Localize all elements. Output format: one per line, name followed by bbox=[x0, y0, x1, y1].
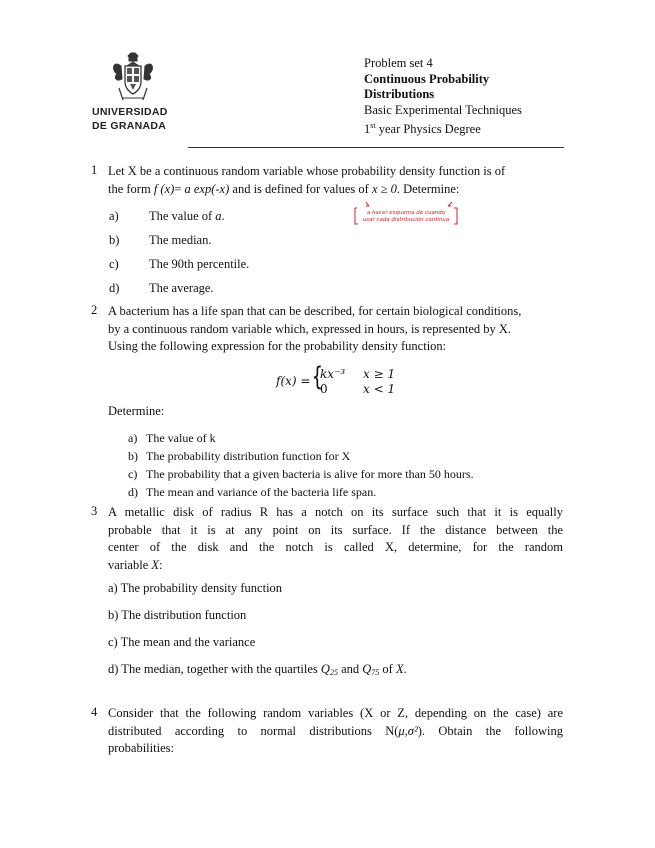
item-label: c) bbox=[109, 257, 119, 271]
item-label: d) bbox=[128, 485, 138, 499]
problem-3-text bbox=[108, 504, 563, 574]
title-line-2: Distributions bbox=[364, 87, 435, 101]
p1-l2-c: . Determine: bbox=[396, 181, 460, 196]
p3-dot: . bbox=[403, 662, 407, 676]
item-text: The value of k bbox=[146, 431, 216, 445]
p3-of: of bbox=[379, 662, 396, 676]
problem-3-line-2: probable that it is at any point on its surface. If the distance between the bbox=[108, 522, 563, 537]
university-logo bbox=[92, 52, 174, 132]
problem-set-label: Problem set 4 bbox=[364, 56, 433, 70]
item-text: The probability that a given bacteria is alive for more than 50 hours. bbox=[146, 467, 474, 481]
item-text-main: The value of bbox=[149, 209, 216, 223]
p1-l2-expr: a exp(-x) bbox=[184, 181, 230, 196]
list-item: c) The mean and the variance bbox=[108, 635, 256, 649]
item-label: c) bbox=[128, 467, 138, 481]
p3-q25-sub: 25 bbox=[329, 668, 338, 677]
p3-q75-sub: 75 bbox=[371, 668, 380, 677]
degree-sup: st bbox=[370, 121, 376, 130]
problem-1-line-2 bbox=[108, 181, 568, 199]
item-text bbox=[149, 209, 225, 224]
formula-brace: { bbox=[311, 362, 324, 392]
p3-l4-b: X bbox=[151, 557, 160, 572]
degree-name bbox=[364, 118, 522, 138]
formula-case-1: kx⁻³ bbox=[320, 367, 346, 381]
item-text-emph: a bbox=[215, 209, 222, 223]
header-info bbox=[364, 56, 522, 138]
problem-4-line-2 bbox=[108, 723, 563, 741]
p3-q25-q: Q bbox=[320, 662, 330, 676]
problem-2-number: 2 bbox=[91, 303, 98, 317]
problem-2-line-2: by a continuous random variable which, expressed in hours, is represented by X. bbox=[108, 321, 512, 336]
p3-l4-a: variable bbox=[108, 557, 152, 572]
problem-4-number: 4 bbox=[91, 705, 98, 719]
item-text: The mean and variance of the bacteria life span. bbox=[146, 485, 377, 499]
problem-2-line-3: Using the following expression for the probability density function: bbox=[108, 339, 447, 353]
determine-label: Determine: bbox=[108, 404, 165, 418]
list-item bbox=[108, 661, 407, 682]
formula-cond-2: x < 1 bbox=[363, 382, 396, 396]
problem-3-line-1: A metallic disk of radius R has a notch on its surface such that it is equally bbox=[108, 505, 563, 519]
formula-case-2: 0 bbox=[320, 382, 328, 396]
logo-text-line2: DE GRANADA bbox=[92, 120, 167, 132]
degree-prefix: 1 bbox=[364, 122, 371, 137]
p1-l2-b: and is defined for values of bbox=[229, 181, 372, 196]
p3-and: and bbox=[337, 662, 363, 676]
handwritten-annotation bbox=[352, 200, 460, 228]
problem-3-line-4 bbox=[108, 557, 563, 575]
p4-l2-a: distributed according to normal distributions N( bbox=[108, 723, 399, 738]
problem-3-line-3: center of the disk and the notch is called X, determine, for the random bbox=[108, 540, 563, 554]
p1-l2-a: the form bbox=[108, 181, 154, 196]
p3-d-a: d) The median, together with the quartiles bbox=[108, 662, 321, 676]
problem-4-line-1: Consider that the following random variables (X or Z, depending on the case) are bbox=[108, 706, 563, 720]
problem-1-number: 1 bbox=[91, 163, 98, 177]
list-item: b) The distribution function bbox=[108, 608, 247, 622]
degree-rest: year Physics Degree bbox=[375, 122, 481, 137]
p1-l2-cond: x ≥ 0 bbox=[371, 181, 397, 196]
header-divider bbox=[188, 147, 564, 148]
course-name: Basic Experimental Techniques bbox=[364, 102, 522, 117]
formula-cond-1: x ≥ 1 bbox=[363, 367, 396, 381]
item-text: The probability distribution function for X bbox=[146, 449, 351, 463]
problem-4-line-3: probabilities: bbox=[108, 741, 174, 755]
item-text-after: . bbox=[221, 209, 225, 223]
coat-of-arms-icon bbox=[109, 52, 157, 104]
problem-2-text bbox=[108, 303, 568, 356]
item-label: b) bbox=[128, 449, 138, 463]
p1-l2-f: f (x) bbox=[153, 181, 175, 196]
problem-1-line-1: Let X be a continuous random variable whose probability density function is of bbox=[108, 164, 506, 178]
p3-l4-c: : bbox=[159, 557, 163, 572]
title-line-1: Continuous Probability bbox=[364, 71, 490, 86]
item-label: a) bbox=[109, 209, 119, 223]
problem-2-line-1: A bacterium has a life span that can be described, for certain biological conditions, bbox=[108, 304, 522, 318]
item-text: The average. bbox=[149, 281, 214, 295]
problem-3-number: 3 bbox=[91, 504, 98, 518]
annotation-line-2: usar cada distribución continua bbox=[362, 217, 450, 223]
p3-x: X bbox=[395, 662, 404, 676]
p4-l2-params: μ,σ² bbox=[398, 723, 418, 738]
item-text: The 90th percentile. bbox=[149, 257, 250, 271]
item-label: b) bbox=[109, 233, 120, 247]
formula-lhs: f(x) = bbox=[276, 374, 311, 388]
item-label: a) bbox=[128, 431, 138, 445]
logo-text-line1: UNIVERSIDAD bbox=[92, 106, 168, 118]
p3-q75-q: Q bbox=[362, 662, 372, 676]
list-item: a) The probability density function bbox=[108, 581, 283, 595]
item-label: d) bbox=[109, 281, 120, 295]
p1-l2-eq: = bbox=[174, 181, 185, 196]
problem-1-text bbox=[108, 163, 568, 198]
p4-l2-b: ). Obtain the following bbox=[417, 723, 563, 738]
problem-4-text bbox=[108, 705, 563, 758]
item-text: The median. bbox=[149, 233, 212, 247]
annotation-line-1: a hacer esquema de cuando bbox=[366, 210, 446, 216]
